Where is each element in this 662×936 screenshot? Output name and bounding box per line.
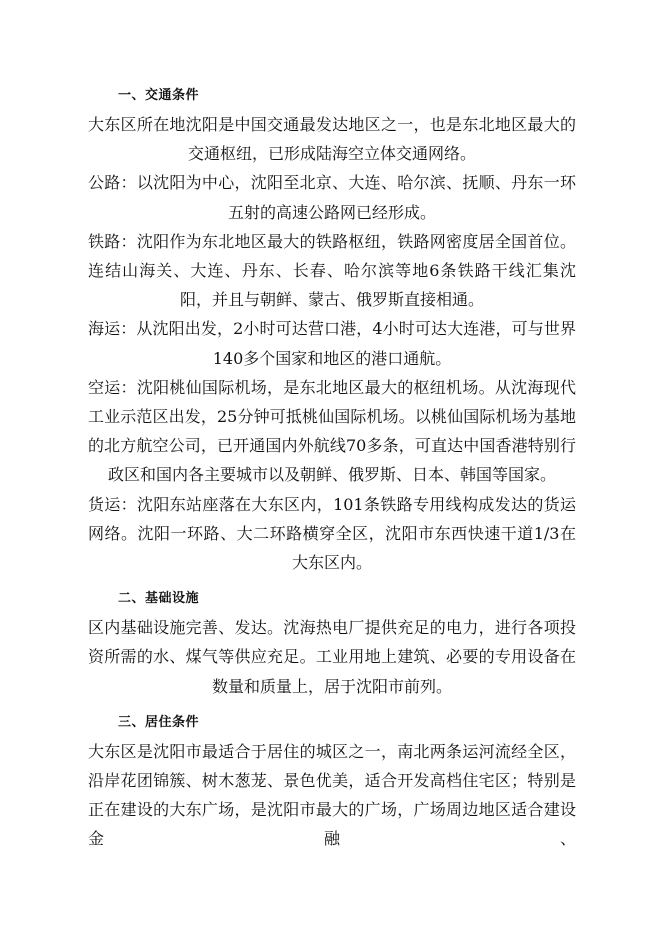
section-transportation — [88, 86, 576, 577]
paragraph-transport-intro: 大东区所在地沈阳是中国交通最发达地区之一，也是东北地区最大的交通枢纽，已形成陆海空立体交通网络。 — [88, 115, 576, 164]
section-heading-transportation: 一、交通条件 — [118, 88, 200, 103]
document-body — [88, 86, 576, 854]
section-heading-living: 三、居住条件 — [118, 714, 200, 730]
section-heading-infrastructure: 二、基础设施 — [118, 591, 200, 607]
section-living — [88, 713, 576, 854]
paragraph-freight: 货运：沈阳东站座落在大东区内，101条铁路专用线构成发达的货运网络。沈阳一环路、大二环路横穿全区，沈阳市东西快速干道1/3在大东区内。 — [88, 494, 576, 573]
paragraph-railway: 铁路：沈阳作为东北地区最大的铁路枢纽，铁路网密度居全国首位。连结山海关、大连、丹东、长春、哈尔滨等地6条铁路干线汇集沈阳，并且与朝鲜、蒙古、俄罗斯直接相通。 — [88, 231, 576, 310]
paragraph-infrastructure: 区内基础设施完善、发达。沈海热电厂提供充足的电力，进行各项投资所需的水、煤气等供应充足。工业用地上建筑、必要的专用设备在数量和质量上，居于沈阳市前列。 — [88, 618, 576, 696]
section-infrastructure — [88, 589, 576, 701]
paragraph-living: 大东区是沈阳市最适合于居住的城区之一，南北两条运河流经全区，沿岸花团锦簇、树木葱茏、景色优美，适合开发高档住宅区；特别是正在建设的大东广场，是沈阳市最大的广场，广场周边地区适合建设金融、 — [88, 741, 576, 849]
paragraph-highway: 公路：以沈阳为中心，沈阳至北京、大连、哈尔滨、抚顺、丹东一环五射的高速公路网已经形成。 — [88, 173, 576, 222]
paragraph-shipping: 海运：从沈阳出发，2小时可达营口港，4小时可达大连港，可与世界140多个国家和地区的港口通航。 — [88, 319, 576, 368]
paragraph-air: 空运：沈阳桃仙国际机场，是东北地区最大的枢纽机场。从沈海现代工业示范区出发，25分钟可抵桃仙国际机场。以桃仙国际机场为基地的北方航空公司，已开通国内外航线70多条，可直达中国香港特别行政区和国内各主要城市以及朝鲜、俄罗斯、日本、韩国等国家。 — [88, 377, 576, 485]
